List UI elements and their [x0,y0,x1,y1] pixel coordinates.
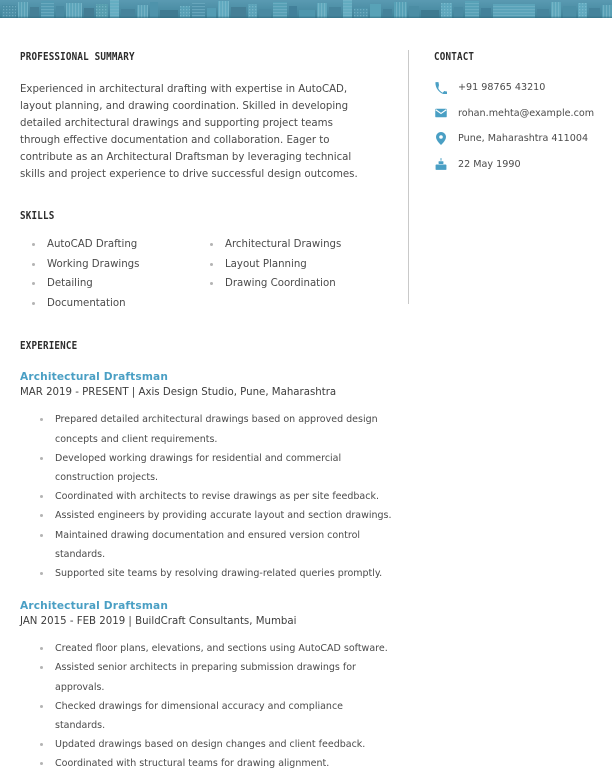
skyline-graphic [0,0,612,18]
contact-phone-row [434,81,602,94]
city-skyline-banner [0,0,612,18]
job-bullet [20,697,392,735]
skill-label: Architectural Drawings [225,239,342,250]
job-bullet [20,449,392,487]
job-bullet-text: Developed working drawings for residential and commercial construction projects. [55,452,342,483]
bullet-dot-icon [40,514,43,517]
contact-location-value: Pune, Maharashtra 411004 [458,133,589,144]
bullet-dot-icon [210,243,213,246]
bullet-dot-icon [32,282,35,285]
experience-entry [20,370,392,583]
job-bullet-list [20,410,392,583]
job-bullet [20,526,392,564]
job-bullet-text: Created floor plans, elevations, and sections using AutoCAD software. [55,643,388,655]
bullet-dot-icon [40,495,43,498]
contact-heading: CONTACT [434,51,475,63]
contact-email-value: rohan.mehta@example.com [458,107,595,119]
bullet-dot-icon [40,418,43,421]
phone-icon [434,81,447,94]
job-bullet [20,639,392,658]
bullet-dot-icon [40,572,43,575]
skill-item [20,235,198,255]
bullet-dot-icon [32,302,35,305]
experience-heading: EXPERIENCE [20,340,78,353]
bullet-dot-icon [210,263,213,266]
job-bullet-text: Updated drawings based on design changes and client feedback. [55,739,366,751]
contact-birthday-row [434,158,602,171]
experience-entry [20,599,392,773]
skill-label: Documentation [47,297,126,309]
contact-birthday-value: 22 May 1990 [458,158,521,170]
job-meta: JAN 2015 - FEB 2019 | BuildCraft Consultants, Mumbai [20,616,297,628]
bullet-dot-icon [40,705,43,708]
job-bullet [20,506,392,525]
skill-item [198,235,376,255]
bullet-dot-icon [40,743,43,746]
contact-phone-value: +91 98765 43210 [458,82,546,93]
skill-label: AutoCAD Drafting [47,239,138,250]
skill-label: Working Drawings [47,258,140,270]
job-title: Architectural Draftsman [20,600,169,613]
job-bullet [20,735,392,754]
job-bullet-text: Supported site teams by resolving drawing-related queries promptly. [55,568,383,579]
bullet-dot-icon [40,666,43,669]
left-column [20,51,392,774]
envelope-icon [434,107,447,120]
contact-email-row [434,107,602,120]
skills-heading: SKILLS [20,210,55,222]
skill-item [20,274,198,294]
skill-label: Drawing Coordination [225,278,336,290]
bullet-dot-icon [40,647,43,650]
right-column [434,51,602,183]
skill-label: Detailing [47,278,93,290]
skill-item [198,274,376,294]
job-title: Architectural Draftsman [20,371,169,384]
job-bullet-text: Coordinated with architects to revise drawings as per site feedback. [55,491,379,503]
job-bullet-text: Checked drawings for dimensional accuracy and compliance standards. [55,700,344,732]
bullet-dot-icon [40,762,43,765]
job-bullet-text: Assisted senior architects in preparing submission drawings for approvals. [55,662,356,693]
job-bullet-text: Coordinated with structural teams for drawing alignment. [55,758,330,770]
professional-summary-heading: PROFESSIONAL SUMMARY [20,51,135,63]
job-bullet-text: Prepared detailed architectural drawings based on approved design concepts and client requirements. [55,414,378,445]
job-bullet [20,487,392,506]
bullet-dot-icon [40,534,43,537]
job-bullet-text: Assisted engineers by providing accurate layout and section drawings. [55,510,392,522]
bullet-dot-icon [40,457,43,460]
job-bullet-list [20,639,392,773]
professional-summary-text: Experienced in architectural drafting with expertise in AutoCAD, layout planning, and drawing coordination. Skilled in developing detailed architectural drawings and supporting project teams through effective documentation and collaboration. Eager to contribute as an Architectural Draftsman by leveraging technical skills and project experience to drive successful design outcomes. [20,84,358,180]
skill-label: Layout Planning [225,258,307,270]
skills-list [20,235,392,313]
bullet-dot-icon [32,263,35,266]
skill-item [20,255,198,275]
skill-item [198,255,376,275]
location-pin-icon [434,132,447,145]
contact-list [434,81,602,171]
contact-location-row [434,132,602,145]
job-bullet-text: Maintained drawing documentation and ensured version control standards. [55,529,361,560]
job-bullet [20,754,392,773]
job-meta: MAR 2019 - PRESENT | Axis Design Studio, Pune, Maharashtra [20,387,337,399]
birthday-cake-icon [434,158,447,171]
job-bullet [20,410,392,448]
bullet-dot-icon [32,243,35,246]
column-divider [408,50,409,304]
job-bullet [20,658,392,696]
skill-item [20,294,198,314]
job-bullet [20,564,392,583]
bullet-dot-icon [210,282,213,285]
